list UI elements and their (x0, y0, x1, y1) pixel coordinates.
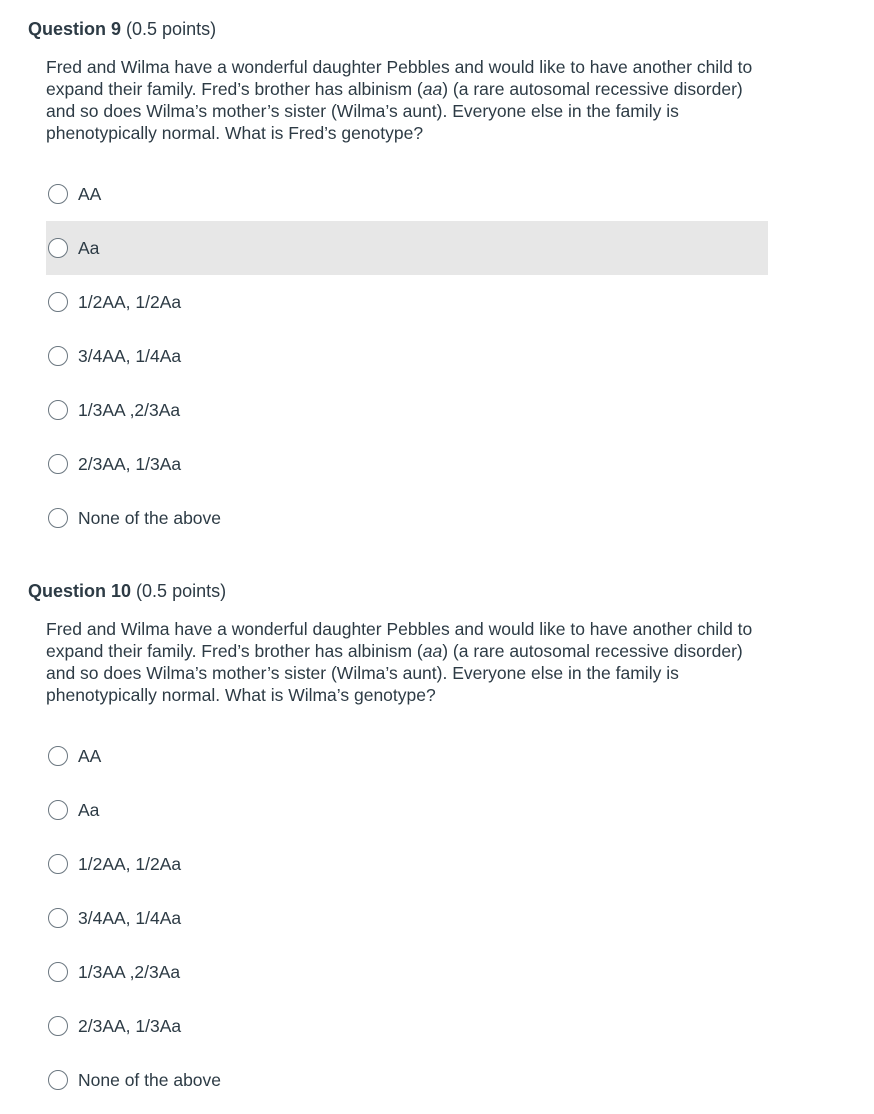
answer-label: None of the above (78, 508, 222, 528)
answer-list (46, 729, 768, 1107)
question-text (46, 56, 776, 144)
question-text-part: Fred and Wilma have a wonderful daughter Pebbles and would like to have another child to expand their family. Fred’s brother has albinism ( (46, 619, 753, 661)
answer-option-half-half[interactable] (46, 275, 768, 329)
radio-button[interactable] (48, 238, 68, 258)
question-header (28, 578, 788, 604)
radio-button[interactable] (48, 400, 68, 420)
answer-label: Aa (78, 238, 100, 258)
answer-label: Aa (78, 800, 100, 820)
question-9 (28, 16, 788, 545)
question-title: Question 9 (28, 19, 122, 39)
answer-option-none[interactable] (46, 1053, 768, 1107)
question-points: (0.5 points) (136, 581, 227, 601)
answer-option-two-thirds[interactable] (46, 999, 768, 1053)
answer-option-half-half[interactable] (46, 837, 768, 891)
answer-label: AA (78, 746, 102, 766)
answer-option-two-thirds[interactable] (46, 437, 768, 491)
answer-label: 2/3AA, 1/3Aa (78, 454, 182, 474)
question-header (28, 16, 788, 42)
question-points: (0.5 points) (126, 19, 217, 39)
answer-option-aa-hetero[interactable] (46, 221, 768, 275)
radio-button[interactable] (48, 508, 68, 528)
radio-button[interactable] (48, 908, 68, 928)
question-text-part: ) (a rare autosomal recessive disorder) and so does Wilma’s mother’s sister (Wilma’s aunt). Everyone else in the family is phenotypically normal. What is Wilma’s genotype? (46, 641, 743, 705)
answer-option-aa-hetero[interactable] (46, 783, 768, 837)
radio-button[interactable] (48, 346, 68, 366)
answer-option-one-third[interactable] (46, 945, 768, 999)
answer-option-aa-dominant[interactable] (46, 729, 768, 783)
answer-label: 3/4AA, 1/4Aa (78, 908, 182, 928)
answer-label: 1/2AA, 1/2Aa (78, 854, 182, 874)
radio-button[interactable] (48, 746, 68, 766)
question-title: Question 10 (28, 581, 132, 601)
radio-button[interactable] (48, 800, 68, 820)
answer-label: AA (78, 184, 102, 204)
genotype-italic: aa (422, 641, 443, 661)
question-10 (28, 578, 788, 1107)
radio-button[interactable] (48, 454, 68, 474)
radio-button[interactable] (48, 854, 68, 874)
answer-list (46, 167, 768, 545)
answer-label: 1/3AA ,2/3Aa (78, 400, 181, 420)
answer-label: 1/3AA ,2/3Aa (78, 962, 181, 982)
radio-button[interactable] (48, 1070, 68, 1090)
question-text (46, 618, 776, 706)
answer-option-three-quarters[interactable] (46, 891, 768, 945)
radio-button[interactable] (48, 292, 68, 312)
answer-label: 2/3AA, 1/3Aa (78, 1016, 182, 1036)
radio-button[interactable] (48, 184, 68, 204)
answer-label: None of the above (78, 1070, 222, 1090)
answer-option-aa-dominant[interactable] (46, 167, 768, 221)
answer-option-none[interactable] (46, 491, 768, 545)
answer-label: 1/2AA, 1/2Aa (78, 292, 182, 312)
genotype-italic: aa (422, 79, 443, 99)
answer-label: 3/4AA, 1/4Aa (78, 346, 182, 366)
answer-option-one-third[interactable] (46, 383, 768, 437)
question-text-part: Fred and Wilma have a wonderful daughter Pebbles and would like to have another child to expand their family. Fred’s brother has albinism ( (46, 57, 753, 99)
answer-option-three-quarters[interactable] (46, 329, 768, 383)
radio-button[interactable] (48, 1016, 68, 1036)
question-text-part: ) (a rare autosomal recessive disorder) and so does Wilma’s mother’s sister (Wilma’s aunt). Everyone else in the family is phenotypically normal. What is Fred’s genotype? (46, 79, 743, 143)
radio-button[interactable] (48, 962, 68, 982)
